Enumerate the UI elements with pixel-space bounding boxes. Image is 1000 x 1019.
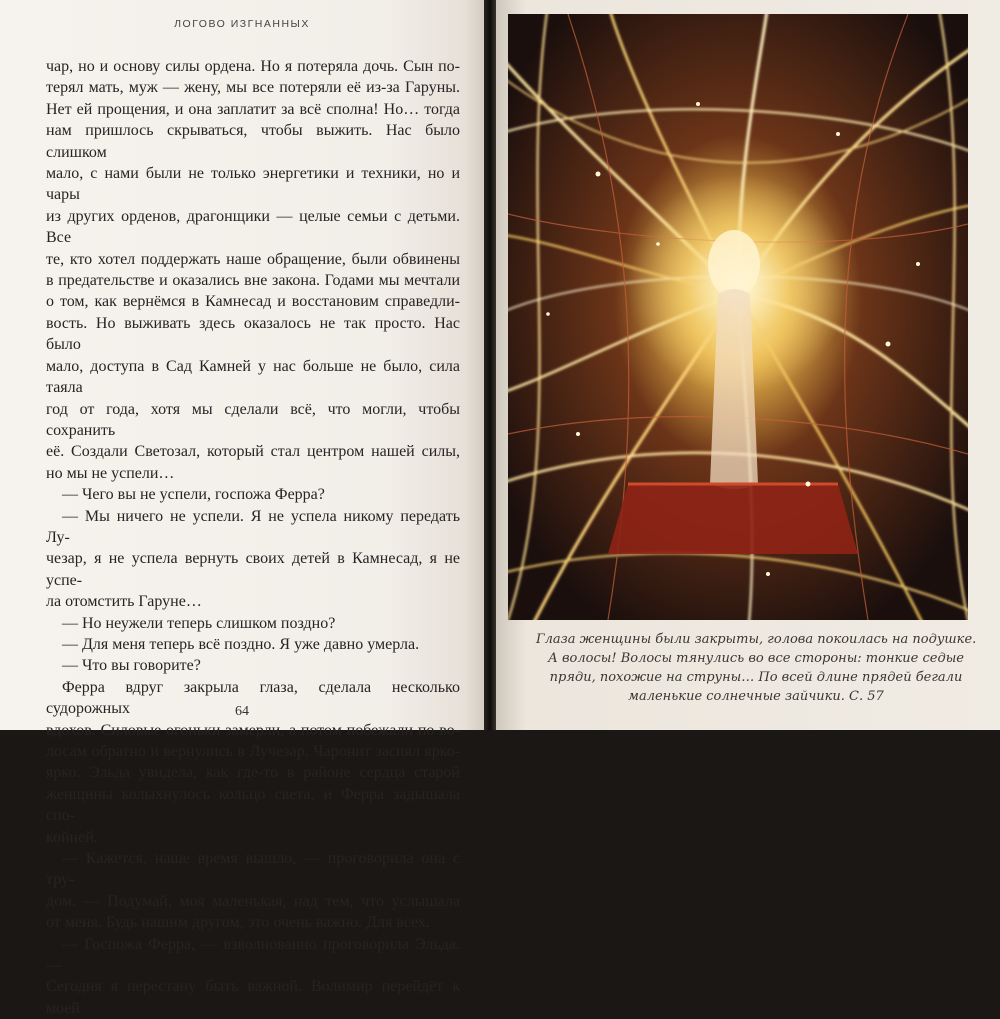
text-line: ла отомстить Гаруне… <box>46 593 202 611</box>
text-line: дом. — Подумай, моя маленькая, над тем, что услышала <box>46 892 460 910</box>
caption-line: маленькие солнечные зайчики. С. 57 <box>628 689 884 704</box>
text-line: койней. <box>46 828 98 846</box>
caption-line: пряди, похожие на струны… По всей длине прядей бегали <box>549 670 963 685</box>
text-line: мало, с нами были не только энергетики и техники, но и чары <box>46 165 460 204</box>
text-line: нам пришлось скрываться, чтобы выжить. Нас было слишком <box>46 122 460 161</box>
text-line: о том, как вернёмся в Камнесад и восстановим справедли- <box>46 293 460 311</box>
text-line: лосам обратно и вернулись в Лучезар. Чаронит засиял ярко- <box>46 743 460 760</box>
text-line: Нет ей прощения, и она заплатит за всё сполна! Но… тогда <box>46 100 460 118</box>
text-line: — Мы ничего не успели. Я не успела никому передать Лу- <box>46 507 460 546</box>
glowing-hair-illustration <box>508 14 968 620</box>
caption-line: Глаза женщины были закрыты, голова покоилась на подушке. <box>536 632 977 647</box>
text-line: от меня. Будь нашим другом, это очень важно. Для всех. <box>46 914 430 932</box>
body-text <box>46 56 460 1019</box>
illustration-caption <box>536 630 976 706</box>
illustration <box>508 14 968 620</box>
text-line: Ферра вдруг закрыла глаза, сделала несколько судорожных <box>46 678 460 718</box>
text-line: — Но неужели теперь слишком поздно? <box>62 614 336 632</box>
text-line: те, кто хотел поддержать наше обращение, были обвинены <box>46 250 460 268</box>
text-line: из других орденов, драгонщики — целые семьи с детьми. Все <box>46 207 460 247</box>
text-line: чар, но и основу силы ордена. Но я потеряла дочь. Сын по- <box>46 58 460 75</box>
text-line: её. Создали Светозал, который стал центром нашей силы, <box>46 443 460 461</box>
text-line: — Чего вы не успели, госпожа Ферра? <box>62 486 325 504</box>
text-line: но мы не успели… <box>46 464 175 482</box>
text-line: год от года, хотя мы сделали всё, что могли, чтобы сохранить <box>46 400 460 439</box>
text-line: вость. Но выживать здесь оказалось не так просто. Нас было <box>46 314 460 354</box>
left-page <box>0 0 484 1017</box>
text-line: мало, доступа в Сад Камней у нас больше не было, сила таяла <box>46 357 460 397</box>
page-number: 64 <box>235 704 249 719</box>
text-line: — Госпожа Ферра, — взволнованно проговорила Эльда. — <box>46 935 460 975</box>
caption-line: А волосы! Волосы тянулись во все стороны: тонкие седые <box>548 651 964 666</box>
text-line: в предательстве и оказались вне закона. Годами мы мечтали <box>46 272 460 290</box>
text-line: чезар, я не успела вернуть своих детей в Камнесад, я не успе- <box>46 550 460 589</box>
text-line: — Для меня теперь всё поздно. Я уже давно умерла. <box>62 635 420 653</box>
book-gutter <box>484 0 496 730</box>
text-line: — Что вы говорите? <box>62 657 201 675</box>
text-line: — Кажется, наше время вышло, — проговорила она с тру- <box>46 850 460 889</box>
text-line: вдохов. Силовые огоньки замерли, а потом побежали по во- <box>46 721 460 739</box>
right-page <box>496 0 1000 730</box>
text-line: ярко. Эльда увидела, как где-то в районе сердца старой <box>46 764 460 782</box>
text-line: Сегодня я перестану быть важной. Волимир перейдёт к моей <box>46 978 460 1017</box>
text-line: женщины колыхнулось кольцо света, и Ферра задышала спо- <box>46 785 460 825</box>
running-head: ЛОГОВО ИЗГНАННЫХ <box>174 18 310 30</box>
text-line: терял мать, муж — жену, мы все потеряли её из-за Гаруны. <box>46 79 460 97</box>
